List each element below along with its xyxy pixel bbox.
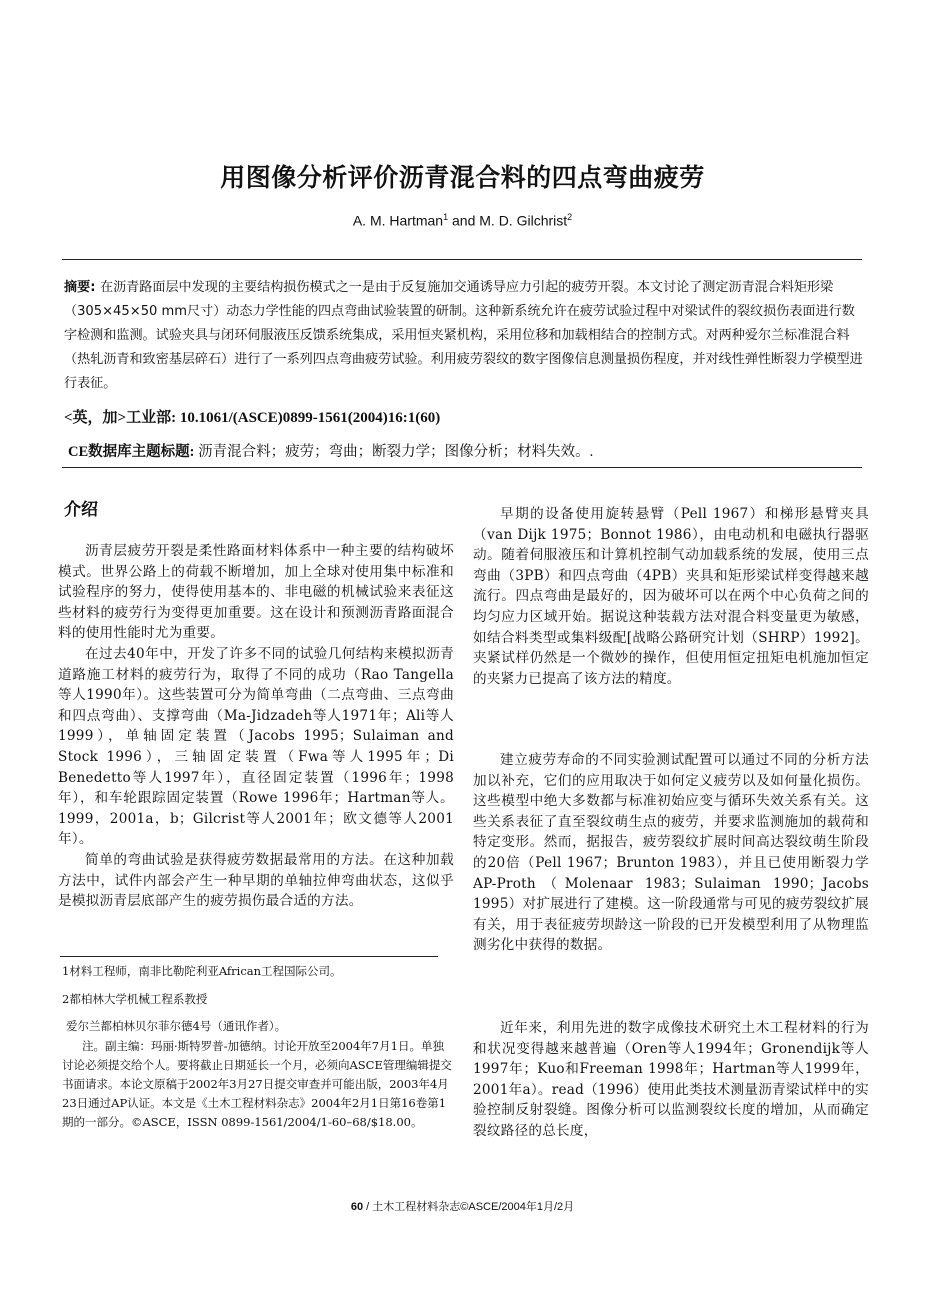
paper-title: 用图像分析评价沥青混合料的四点弯曲疲劳 — [220, 163, 705, 192]
subject-headings-label: CE数据库主题标题 — [68, 444, 190, 460]
author-2-affiliation-mark: 2 — [567, 212, 573, 222]
page-number: 60 — [350, 1201, 364, 1213]
abstract-text: 在沥青路面层中发现的主要结构损伤模式之一是由于反复施加交通诱导应力引起的疲劳开裂。本文讨论了测定沥青混合料矩形梁（305×45×50 mm尺寸）动态力学性能的四点弯曲试验装置的研制。这种新系统允许在疲劳试验过程中对梁试件的裂纹损伤表面进行数字检测和监测。试验夹具与闭环伺服液压反馈系统集成，采用恒夹紧机构，采用位移和加载相结合的控制方式。对两种爱尔兰标准混合料（热轧沥青和致密基层碎石）进行了一系列四点弯曲疲劳试验。利用疲劳裂纹的数字图像信息测量损伤程度，并对线性弹性断裂力学模型进行表征。 — [64, 280, 863, 391]
left-paragraph-1: 沥青层疲劳开裂是柔性路面材料体系中一种主要的结构破坏模式。世界公路上的荷载不断增加，加上全球对使用集中标准和试验程序的努力，使得使用基本的、非电磁的机械试验来表征这些材料的疲劳行为变得更加重要。这在设计和预测沥青路面混合料的使用性能时尤为重要。 — [58, 543, 454, 642]
subject-headings-text: 沥青混合料；疲劳；弯曲；断裂力学；图像分析；材料失效。. — [198, 444, 594, 460]
right-paragraph-3: 近年来，利用先进的数字成像技术研究土木工程材料的行为和状况变得越来越普遍（Oren等人1994年；Gronendijk等人1997年；Kuo和Freeman 1998年；Hartman等人1999年，2001年a）。read（1996）使用此类技术测量沥青梁试样中的实验控制反射裂缝。图像分析可以监测裂纹长度的增加，从而确定裂纹路径的总长度， — [473, 1020, 869, 1139]
abstract-label: 摘要 — [64, 280, 91, 295]
author-connector: and — [452, 212, 476, 229]
abstract-rule — [62, 467, 862, 468]
right-column-block-1 — [473, 504, 869, 689]
subject-headings: CE数据库主题标题: 沥青混合料；疲劳；弯曲；断裂力学；图像分析；材料失效。. — [68, 444, 594, 460]
left-paragraph-3: 简单的弯曲试验是获得疲劳数据最常用的方法。在这种加载方法中，试件内部会产生一种早期的单轴拉伸弯曲状态，这似乎是模拟沥青层底部产生的疲劳损伤最合适的方法。 — [58, 851, 454, 910]
footnote-rule — [60, 956, 438, 957]
left-column — [58, 541, 454, 912]
footnote-2: 2都柏林大学机械工程系教授 — [62, 992, 208, 1006]
right-column-block-2 — [473, 750, 869, 956]
abstract: 摘要: 在沥青路面层中发现的主要结构损伤模式之一是由于反复施加交通诱导应力引起的疲劳开裂。本文讨论了测定沥青混合料矩形梁（305×45×50 mm尺寸）动态力学性能的四点弯曲试验装置的研制。这种新系统允许在疲劳试验过程中对梁试件的裂纹损伤表面进行数字检测和监测。试验夹具与闭环伺服液压反馈系统集成，采用恒夹紧机构，采用位移和加载相结合的控制方式。对两种爱尔兰标准混合料（热轧沥青和致密基层碎石）进行了一系列四点弯曲疲劳试验。利用疲劳裂纹的数字图像信息测量损伤程度，并对线性弹性断裂力学模型进行表征。 — [64, 280, 863, 391]
page-footer — [0, 1198, 925, 1214]
footer-journal: / 土木工程材料杂志©ASCE/2004年1月/2月 — [363, 1201, 575, 1213]
author-2: M. D. Gilchrist — [479, 212, 568, 229]
editorial-note: 注。副主编：玛丽·斯特罗普-加德纳。讨论开放至2004年7月1日。单独讨论必须提交给个人。要将截止日期延长一个月，必须向ASCE管理编辑提交书面请求。本论文原稿于2002年3月27日提交审查并可能出版，2003年4月23日通过AP认证。本文是《土木工程材料杂志》2004年2月1日第16卷第1期的一部分。©ASCE，ISSN 0899-1561/2004/1-60–68/$18.00。 — [62, 1039, 452, 1129]
right-paragraph-2: 建立疲劳寿命的不同实验测试配置可以通过不同的分析方法加以补充，它们的应用取决于如何定义疲劳以及如何量化损伤。这些模型中绝大多数都与标准初始应变与循环失效关系有关。这些关系表征了直至裂纹萌生点的疲劳，并要求监测施加的载荷和特定变形。然而，据报告，疲劳裂纹扩展时间高达裂纹萌生阶段的20倍（Pell 1967；Brunton 1983），并且已使用断裂力学AP-Proth（Molenaar 1983；Sulaiman 1990；Jacobs 1995）对扩展进行了建模。这一阶段通常与可见的疲劳裂纹扩展有关，用于表征疲劳坝龄这一阶段的已开发模型利用了从物理监测劣化中获得的数据。 — [473, 752, 869, 954]
footnote-3: 爱尔兰都柏林贝尔菲尔德4号（通讯作者）。 — [66, 1019, 287, 1033]
header-rule — [62, 259, 862, 260]
section-heading: 介绍 — [64, 500, 98, 520]
left-paragraph-2: 在过去40年中，开发了许多不同的试验几何结构来模拟沥青道路施工材料的疲劳行为，取得了不同的成功（Rao Tangella等人1990年）。这些装置可分为简单弯曲（二点弯曲、三点弯曲和四点弯曲）、支撑弯曲（Ma-Jidzadeh等人1971年；Ali等人1999），单轴固定装置（Jacobs 1995；Sulaiman and Stock 1996），三轴固定装置（Fwa等人1995年；Di Benedetto等人1997年），直径固定装置（1996年；1998年），和车轮跟踪固定装置（Rowe 1996年；Hartman等人。1999，2001a，b；Gilcrist等人2001年；欧文德等人2001年）。 — [58, 645, 454, 848]
author-1-affiliation-mark: 1 — [443, 212, 449, 222]
right-column-block-3 — [473, 1018, 869, 1142]
footnote-1: 1材料工程师，南非比勒陀利亚African工程国际公司。 — [62, 964, 342, 978]
doi-line: <英，加>工业部: 10.1061/(ASCE)0899-1561(2004)16:1(60) — [64, 410, 441, 426]
author-1: A. M. Hartman — [352, 212, 444, 229]
author-line — [0, 212, 925, 229]
right-paragraph-1: 早期的设备使用旋转悬臂（Pell 1967）和梯形悬臂夹具（van Dijk 1975；Bonnot 1986），由电动机和电磁执行器驱动。随着伺服液压和计算机控制气动加载系统的发展，使用三点弯曲（3PB）和四点弯曲（4PB）夹具和矩形梁试样变得越来越流行。四点弯曲是最好的，因为破坏可以在两个中心负荷之间的均匀应力区域开始。据说这种装载方法对混合料变量更为敏感，如结合料类型或集料级配[战略公路研究计划（SHRP）1992]。夹紧试样仍然是一个微妙的操作，但使用恒定扭矩电机施加恒定的夹紧力已提高了该方法的精度。 — [473, 506, 869, 687]
